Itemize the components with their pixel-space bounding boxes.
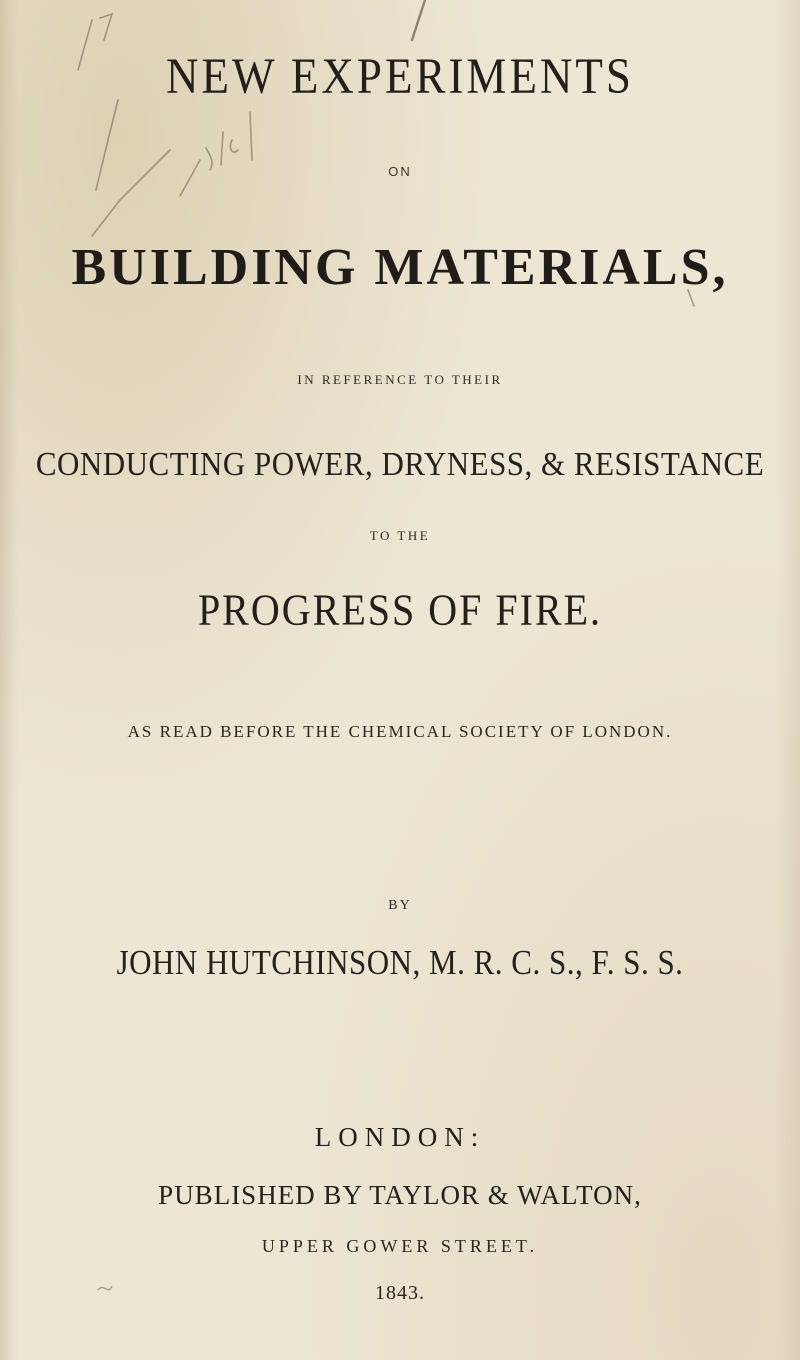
read-before-line: AS READ BEFORE THE CHEMICAL SOCIETY OF LONDON. <box>127 722 673 741</box>
title-heading-line2: BUILDING MATERIALS, <box>71 239 729 296</box>
connector-to-the: TO THE <box>369 528 431 543</box>
by-label: BY <box>388 898 412 913</box>
imprint-city: LONDON: <box>314 1122 486 1152</box>
connector-on: ON <box>388 164 412 179</box>
subtitle-main: CONDUCTING POWER, DRYNESS, & RESISTANCE <box>35 444 765 483</box>
title-heading-line1: NEW EXPERIMENTS <box>166 47 634 104</box>
subtitle-fire: PROGRESS OF FIRE. <box>197 584 603 635</box>
author-name: JOHN HUTCHINSON, M. R. C. S., F. S. S. <box>116 942 684 983</box>
subtitle-reference: IN REFERENCE TO THEIR <box>297 372 503 387</box>
publication-year: 1843. <box>375 1282 425 1304</box>
publisher-address: UPPER GOWER STREET. <box>261 1236 539 1256</box>
publisher-line: PUBLISHED BY TAYLOR & WALTON, <box>158 1180 642 1210</box>
